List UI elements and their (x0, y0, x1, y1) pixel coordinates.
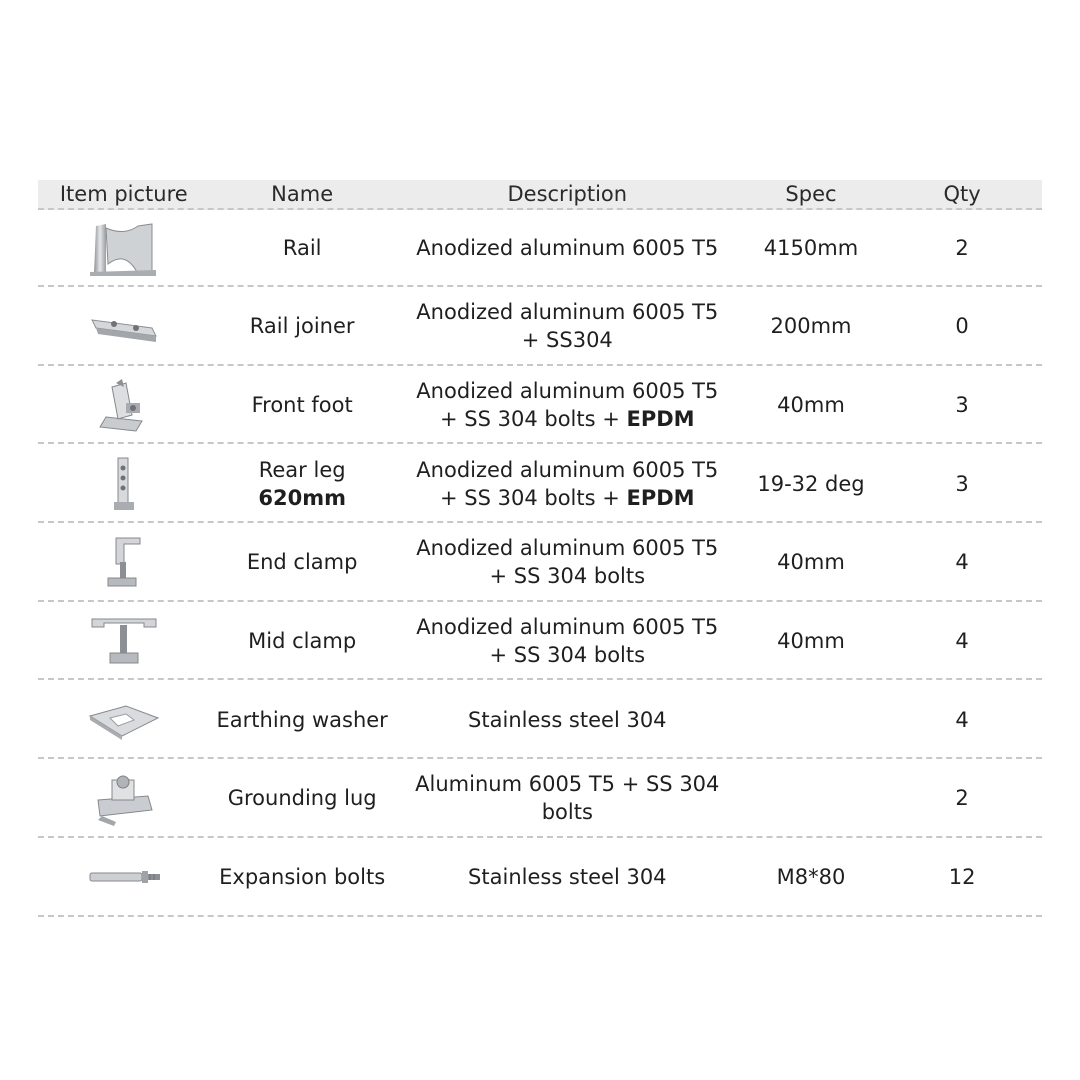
header-description: Description (507, 182, 628, 206)
row-spec: 40mm (777, 628, 845, 653)
row-name: Front foot (251, 392, 353, 417)
row-qty: 2 (955, 235, 969, 260)
row-qty: 4 (955, 550, 969, 575)
parts-table (38, 180, 1042, 918)
row-qty: 4 (955, 628, 969, 653)
earthing-washer-icon (38, 692, 210, 748)
row-description: Anodized aluminum 6005 T5 (416, 235, 719, 260)
row-description: Stainless steel 304 (468, 707, 667, 732)
row-spec: 40mm (777, 550, 845, 575)
row-spec: 4150mm (763, 235, 859, 260)
table-row (38, 603, 1042, 680)
header-name: Name (271, 182, 334, 206)
table-row (38, 210, 1042, 287)
row-name: End clamp (246, 550, 358, 575)
row-qty: 0 (955, 314, 969, 339)
row-name: Rail joiner (249, 314, 355, 339)
rail-joiner-icon (38, 298, 210, 354)
table-row (38, 682, 1042, 759)
table-row (38, 367, 1042, 444)
row-qty: 4 (955, 707, 969, 732)
row-name: Grounding lug (227, 786, 377, 811)
desc-text: + SS 304 bolts + (440, 485, 627, 510)
row-spec: 19-32 deg (757, 471, 865, 496)
table-row (38, 289, 1042, 366)
grounding-lug-icon (38, 770, 210, 826)
row-name: Earthing washer (216, 707, 388, 732)
table-row (38, 840, 1042, 917)
expansion-bolt-icon (38, 849, 210, 905)
row-spec: M8*80 (776, 865, 846, 889)
desc-bold: EPDM (626, 406, 695, 431)
mid-clamp-icon (38, 613, 210, 669)
row-qty: 3 (955, 471, 969, 496)
table-header (38, 180, 1042, 210)
table-row (38, 525, 1042, 602)
rear-leg-icon (38, 456, 210, 512)
row-qty: 12 (948, 865, 976, 889)
row-description: Anodized aluminum 6005 T5 + SS304 (416, 300, 719, 353)
row-name: Rail (282, 235, 322, 260)
row-spec: 200mm (770, 314, 852, 339)
row-qty: 2 (955, 786, 969, 811)
row-name: Rear leg 620mm (258, 457, 346, 510)
table-row (38, 446, 1042, 523)
row-description: Stainless steel 304 (468, 865, 667, 889)
row-name: Mid clamp (248, 628, 357, 653)
row-description: Aluminum 6005 T5 + SS 304 bolts (415, 772, 720, 825)
row-description: Anodized aluminum 6005 T5 + SS 304 bolts (416, 536, 719, 589)
row-description: Anodized aluminum 6005 T5 + SS 304 bolts + EPDM (416, 378, 719, 431)
row-spec: 40mm (777, 392, 845, 417)
front-foot-icon (38, 377, 210, 433)
rail-icon (38, 220, 210, 276)
end-clamp-icon (38, 534, 210, 590)
row-description: Anodized aluminum 6005 T5 + SS 304 bolts + EPDM (416, 457, 719, 510)
row-description: Anodized aluminum 6005 T5 + SS 304 bolts (416, 614, 719, 667)
header-spec: Spec (785, 182, 837, 206)
desc-bold: EPDM (626, 485, 695, 510)
header-picture: Item picture (59, 182, 188, 206)
row-qty: 3 (955, 392, 969, 417)
row-name: Expansion bolts (219, 865, 386, 889)
header-qty: Qty (943, 182, 981, 206)
table-row (38, 761, 1042, 838)
desc-text: + SS 304 bolts + (440, 406, 627, 431)
